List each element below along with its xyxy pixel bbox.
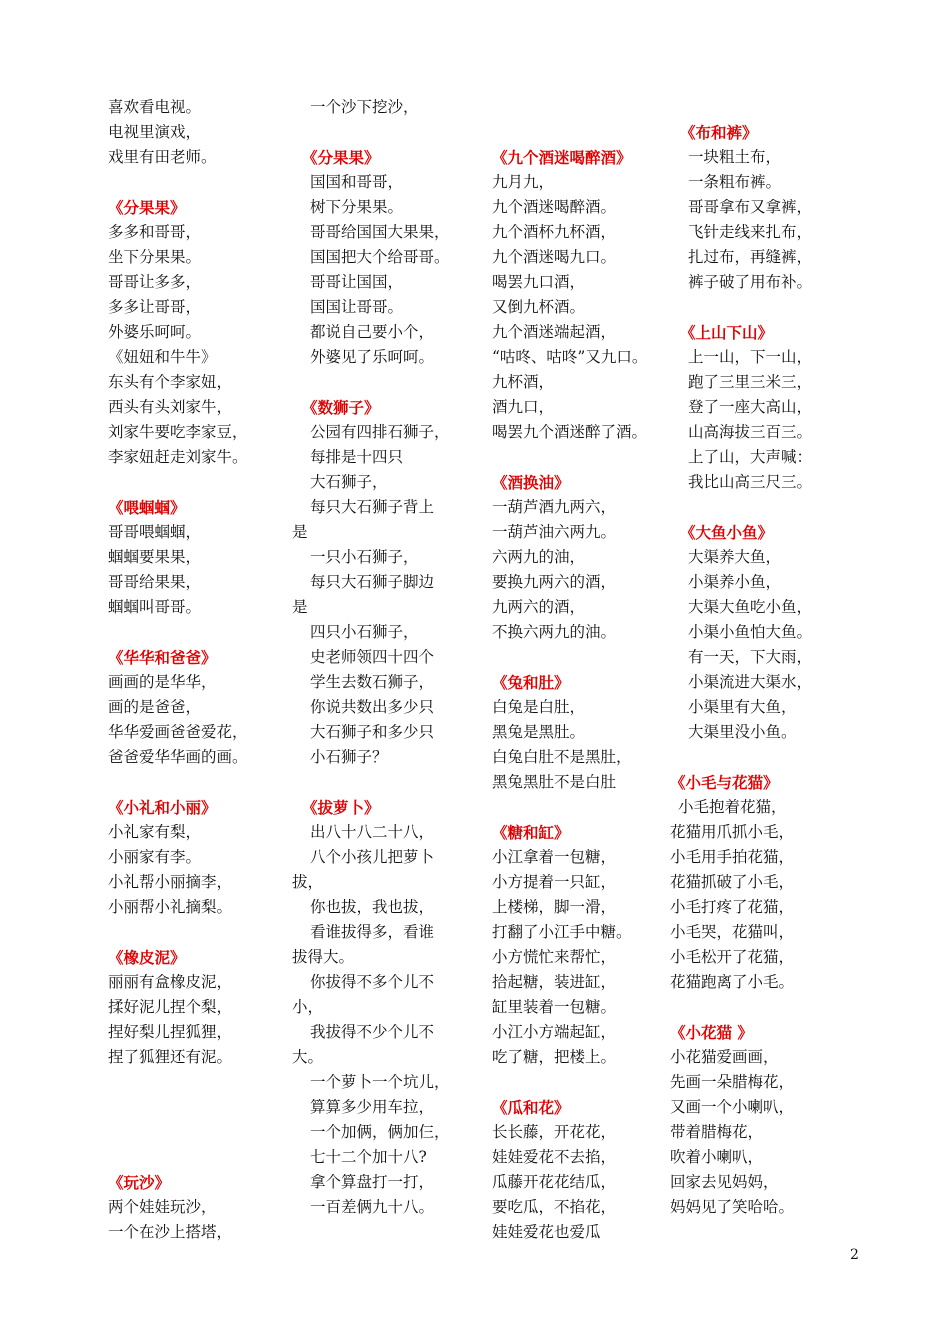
poem-line: 一百差俩九十八。	[310, 1198, 435, 1216]
poem-title: 《瓜和花》	[492, 1098, 570, 1117]
poem-line: 花猫用爪抓小毛，	[670, 823, 795, 841]
poem-line: 树下分果果。	[310, 198, 404, 216]
poem-line: 小方提着一只缸，	[492, 873, 617, 891]
poem-line: 娃娃爱花不去掐，	[492, 1148, 617, 1166]
poem-line: 黑兔是黑肚。	[492, 723, 586, 741]
poem-line: 飞针走线来扎布，	[688, 223, 813, 241]
poem-line: 裤子破了用布补。	[688, 273, 813, 291]
poem-line: 一只小石狮子，	[310, 548, 419, 566]
poem-line: 小渠养小鱼，	[688, 573, 782, 591]
poem-title: 《九个酒迷喝醉酒》	[492, 148, 632, 167]
poem-line: 坐下分果果。	[108, 248, 202, 266]
poem-title: 《分果果》	[108, 198, 186, 217]
poem-title: 《布和裤》	[680, 123, 758, 142]
poem-line: 要吃瓜，不掐花，	[492, 1198, 617, 1216]
poem-line: 妈妈见了笑哈哈。	[670, 1198, 795, 1216]
poem-line: 外婆乐呵呵。	[108, 323, 202, 341]
poem-line: 小丽家有李。	[108, 848, 202, 866]
poem-line: 九个酒迷喝醉酒。	[492, 198, 617, 216]
poem-line: 白兔是白肚，	[492, 698, 586, 716]
poem-line: 两个娃娃玩沙，	[108, 1198, 217, 1216]
poem-line: 小渠流进大渠水，	[688, 673, 813, 691]
poem-title: 《玩沙》	[108, 1173, 171, 1192]
poem-line: 九个酒杯九杯酒，	[492, 223, 617, 241]
poem-line: 哥哥让多多，	[108, 273, 202, 291]
poem-line: 一葫芦油六两九。	[492, 523, 617, 541]
poem-line: 打翻了小江手中糖。	[492, 923, 632, 941]
poem-line: 一块粗土布，	[688, 148, 782, 166]
poem-line: 多多和哥哥，	[108, 223, 202, 241]
poem-line: 又画一个小喇叭，	[670, 1098, 795, 1116]
poem-line: 小毛用手拍花猫，	[670, 848, 795, 866]
poem-title: 《酒换油》	[492, 473, 570, 492]
poem-line: 黑兔黑肚不是白肚	[492, 773, 617, 791]
poem-line: 要换九两六的酒，	[492, 573, 617, 591]
poem-line: 回家去见妈妈，	[670, 1173, 779, 1191]
poem-line: 小毛松开了花猫，	[670, 948, 795, 966]
poem-line: 《妞妞和牛牛》	[108, 348, 217, 366]
poem-line: 每只大石狮子背上	[310, 498, 435, 516]
poem-line: 你也拔，我也拔，	[310, 898, 435, 916]
poem-line: 小毛哭，花猫叫，	[670, 923, 795, 941]
poem-line: 吃了糖，把楼上。	[492, 1048, 617, 1066]
poem-line: 国国让哥哥。	[310, 298, 404, 316]
poem-line: 出八十八二十八，	[310, 823, 435, 841]
poem-line: 小渠里有大鱼，	[688, 698, 797, 716]
poem-line: 山高海拔三百三。	[688, 423, 813, 441]
poem-line: 拾起糖，装进缸，	[492, 973, 617, 991]
poem-line: 东头有个李家妞，	[108, 373, 233, 391]
poem-line: 你说共数出多少只	[310, 698, 435, 716]
poem-line: 爸爸爱华华画的画。	[108, 748, 248, 766]
poem-line: 李家妞赶走刘家牛。	[108, 448, 248, 466]
poem-line: 哥哥给国国大果果，	[310, 223, 450, 241]
poem-title: 《分果果》	[302, 148, 380, 167]
poem-title: 《小礼和小丽》	[108, 798, 217, 817]
poem-line: 瓜藤开花花结瓜，	[492, 1173, 617, 1191]
poem-line: 拔得大。	[292, 948, 355, 966]
poem-line: 上一山，下一山，	[688, 348, 813, 366]
poem-title: 《大鱼小鱼》	[680, 523, 774, 542]
poem-line: 每排是十四只	[310, 448, 404, 466]
poem-line: 你拔得不多个儿不	[310, 973, 435, 991]
poem-line: 小方慌忙来帮忙，	[492, 948, 617, 966]
poem-line: 哥哥让国国，	[310, 273, 404, 291]
poem-line: 是	[292, 523, 308, 541]
poem-line: 蝈蝈要果果，	[108, 548, 202, 566]
poem-line: 六两九的油，	[492, 548, 586, 566]
poem-line: 小江拿着一包糖，	[492, 848, 617, 866]
poem-line: 有一天，下大雨，	[688, 648, 813, 666]
poem-title: 《橡皮泥》	[108, 948, 186, 967]
poem-line: 捏好梨儿捏狐狸，	[108, 1023, 233, 1041]
poem-line: 戏里有田老师。	[108, 148, 217, 166]
poem-line: 一个在沙上搭塔，	[108, 1223, 233, 1241]
poem-line: 吹着小喇叭，	[670, 1148, 764, 1166]
poem-line: 白兔白肚不是黑肚，	[492, 748, 632, 766]
poem-line: 小礼帮小丽摘李，	[108, 873, 233, 891]
poem-line: 一个沙下挖沙，	[310, 98, 419, 116]
poem-title: 《兔和肚》	[492, 673, 570, 692]
poem-line: 电视里演戏，	[108, 123, 202, 141]
poem-line: 学生去数石狮子，	[310, 673, 435, 691]
poem-line: 大渠养大鱼，	[688, 548, 782, 566]
poem-line: 四只小石狮子，	[310, 623, 419, 641]
poem-line: 九杯酒，	[492, 373, 555, 391]
poem-line: 史老师领四十四个	[310, 648, 435, 666]
poem-title: 《数狮子》	[302, 398, 380, 417]
poem-line: 捏了狐狸还有泥。	[108, 1048, 233, 1066]
poem-line: 哥哥喂蝈蝈，	[108, 523, 202, 541]
poem-line: 拿个算盘打一打，	[310, 1173, 435, 1191]
poem-title: 《喂蝈蝈》	[108, 498, 186, 517]
poem-line: 一个加俩，俩加仨，	[310, 1123, 450, 1141]
poem-line: 不换六两九的油。	[492, 623, 617, 641]
poem-title: 《糖和缸》	[492, 823, 570, 842]
poem-line: 小石狮子？	[310, 748, 388, 766]
poem-line: 国国和哥哥，	[310, 173, 404, 191]
poem-line: 都说自己要小个，	[310, 323, 435, 341]
poem-line: 缸里装着一包糖。	[492, 998, 617, 1016]
poem-line: 一条粗布裤。	[688, 173, 782, 191]
poem-line: “咕咚、咕咚”又九口。	[492, 348, 648, 366]
poem-title: 《上山下山》	[680, 323, 774, 342]
poem-line: 拔，	[292, 873, 324, 891]
poem-line: 九月九，	[492, 173, 555, 191]
poem-line: 公园有四排石狮子，	[310, 423, 450, 441]
poem-line: 带着腊梅花，	[670, 1123, 764, 1141]
poem-line: 又倒九杯酒。	[492, 298, 586, 316]
poem-line: 哥哥给果果，	[108, 573, 202, 591]
poem-line: 小毛打疼了花猫，	[670, 898, 795, 916]
poem-line: 我拔得不少个儿不	[310, 1023, 435, 1041]
poem-line: 酒九口，	[492, 398, 555, 416]
poem-line: 九两六的酒，	[492, 598, 586, 616]
poem-line: 花猫抓破了小毛，	[670, 873, 795, 891]
poem-line: 小，	[292, 998, 324, 1016]
poem-line: 小江小方端起缸，	[492, 1023, 617, 1041]
poem-line: 看谁拔得多，看谁	[310, 923, 435, 941]
poem-title: 《拔萝卜》	[302, 798, 380, 817]
poem-line: 多多让哥哥，	[108, 298, 202, 316]
poem-line: 上了山，大声喊：	[688, 448, 813, 466]
poem-line: 国国把大个给哥哥。	[310, 248, 450, 266]
poem-line: 小花猫爱画画，	[670, 1048, 779, 1066]
poem-line: 刘家牛要吃李家豆，	[108, 423, 248, 441]
poem-line: 算算多少用车拉，	[310, 1098, 435, 1116]
poem-line: 娃娃爱花也爱瓜	[492, 1223, 601, 1241]
poem-line: 丽丽有盒橡皮泥，	[108, 973, 233, 991]
poem-line: 蝈蝈叫哥哥。	[108, 598, 202, 616]
poem-line: 小渠小鱼怕大鱼。	[688, 623, 813, 641]
poem-line: 上楼梯，脚一滑，	[492, 898, 617, 916]
poem-line: 大渠里没小鱼。	[688, 723, 797, 741]
poem-line: 扎过布，再缝裤，	[688, 248, 813, 266]
poem-line: 外婆见了乐呵呵。	[310, 348, 435, 366]
poem-line: 大。	[292, 1048, 324, 1066]
poem-line: 华华爱画爸爸爱花，	[108, 723, 248, 741]
poem-line: 小毛抱着花猫，	[678, 798, 787, 816]
poem-line: 揉好泥儿捏个梨，	[108, 998, 233, 1016]
poem-line: 喜欢看电视。	[108, 98, 202, 116]
poem-line: 大石狮子和多少只	[310, 723, 435, 741]
poem-line: 九个酒迷端起酒，	[492, 323, 617, 341]
poem-line: 是	[292, 598, 308, 616]
poem-title: 《小毛与花猫》	[670, 773, 779, 792]
poem-line: 我比山高三尺三。	[688, 473, 813, 491]
poem-line: 画画的是华华，	[108, 673, 217, 691]
poem-line: 大石狮子，	[310, 473, 388, 491]
poem-line: 七十二个加十八?	[310, 1148, 427, 1166]
poem-line: 画的是爸爸，	[108, 698, 202, 716]
poem-line: 西头有头刘家牛，	[108, 398, 233, 416]
poem-line: 先画一朵腊梅花，	[670, 1073, 795, 1091]
poem-line: 每只大石狮子脚边	[310, 573, 435, 591]
poem-line: 花猫跑离了小毛。	[670, 973, 795, 991]
poem-line: 登了一座大高山，	[688, 398, 813, 416]
poem-line: 一个萝卜一个坑儿，	[310, 1073, 450, 1091]
poem-line: 九个酒迷喝九口。	[492, 248, 617, 266]
poem-line: 八个小孩儿把萝卜	[310, 848, 435, 866]
poem-line: 小丽帮小礼摘梨。	[108, 898, 233, 916]
poem-line: 小礼家有梨，	[108, 823, 202, 841]
poem-line: 跑了三里三米三，	[688, 373, 813, 391]
poem-line: 大渠大鱼吃小鱼，	[688, 598, 813, 616]
page-number: 2	[850, 1247, 859, 1263]
poem-title: 《华华和爸爸》	[108, 648, 217, 667]
poem-line: 哥哥拿布又拿裤，	[688, 198, 813, 216]
poem-line: 喝罢九个酒迷醉了酒。	[492, 423, 648, 441]
poem-line: 一葫芦酒九两六，	[492, 498, 617, 516]
poem-title: 《小花猫 》	[670, 1023, 753, 1042]
poem-line: 喝罢九口酒，	[492, 273, 586, 291]
poem-line: 长长藤，开花花，	[492, 1123, 617, 1141]
